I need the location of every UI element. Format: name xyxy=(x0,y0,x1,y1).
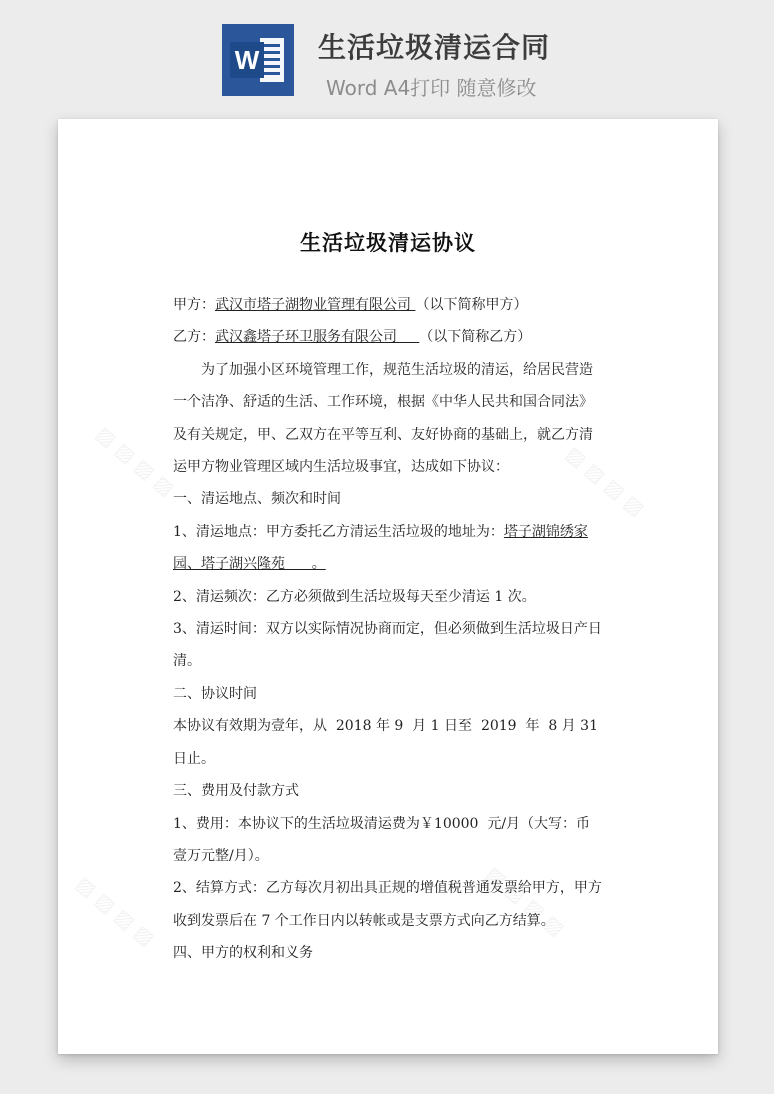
header-banner xyxy=(0,0,774,110)
section-3-item-1: 1、费用：本协议下的生活垃圾清运费为￥10000 元/月（大写：币壹万元整/月）。 xyxy=(173,815,591,864)
section-1-item-3: 3、清运时间：双方以实际情况协商而定，但必须做到生活垃圾日产日清。 xyxy=(173,621,602,670)
word-icon xyxy=(222,24,294,96)
watermark: ▨ ▨ ▨ ▨ xyxy=(71,871,160,951)
document-title: 生活垃圾清运协议 xyxy=(300,231,476,255)
document-body xyxy=(173,289,603,970)
section-1-heading: 一、清运地点、频次和时间 xyxy=(173,491,341,508)
party-b-line xyxy=(173,321,603,353)
party-a-prefix: 甲方： xyxy=(173,297,215,313)
party-b-prefix: 乙方： xyxy=(173,329,215,346)
party-b-name: 武汉鑫塔子环卫服务有限公司 xyxy=(215,329,420,346)
document-page xyxy=(58,119,718,1054)
section-1-item-1-address: 塔子湖锦绣家园、塔子湖兴隆苑 。 xyxy=(173,523,588,573)
section-1-item-2: 2、清运频次：乙方必须做到生活垃圾每天至少清运 1 次。 xyxy=(173,588,536,605)
banner-subtitle: Word A4打印 随意修改 xyxy=(326,76,537,100)
party-b-suffix: （以下简称乙方） xyxy=(419,329,532,346)
section-2-text: 本协议有效期为壹年，从 2018 年 9 月 1 日至 2019 年 8 月 31 日止。 xyxy=(173,718,603,767)
svg-text:W: W xyxy=(234,45,260,75)
section-3-item-2: 2、结算方式：乙方每次月初出具正规的增值税普通发票给甲方，甲方收到发票后在 7 个工作日内以转帐或是支票方式向乙方结算。 xyxy=(173,880,602,929)
watermark: ▨ ▨ ▨ ▨ xyxy=(481,861,570,941)
section-4-heading: 四、甲方的权利和义务 xyxy=(173,945,313,962)
party-a-line xyxy=(173,289,603,321)
watermark: ▨ ▨ ▨ ▨ xyxy=(561,441,650,521)
party-a-suffix: （以下简称甲方） xyxy=(415,297,528,313)
banner-title: 生活垃圾清运合同 xyxy=(318,31,551,64)
watermark: ▨ ▨ ▨ ▨ xyxy=(91,421,180,501)
intro-paragraph: 为了加强小区环境管理工作，规范生活垃圾的清运，给居民营造一个洁净、舒适的生活、工作环境，根据《中华人民共和国合同法》及有关规定，甲、乙双方在平等互利、友好协商的基础上，就乙方清运甲方物业管理区域内生活垃圾事宜，达成如下协议： xyxy=(173,361,593,476)
section-3-heading: 三、费用及付款方式 xyxy=(173,783,299,800)
section-2-heading: 二、协议时间 xyxy=(173,685,257,702)
section-1-item-1 xyxy=(173,516,603,581)
section-1-item-1-label: 1、清运地点：甲方委托乙方清运生活垃圾的地址为： xyxy=(173,523,504,540)
party-a-name: 武汉市塔子湖物业管理有限公司 xyxy=(215,297,416,313)
